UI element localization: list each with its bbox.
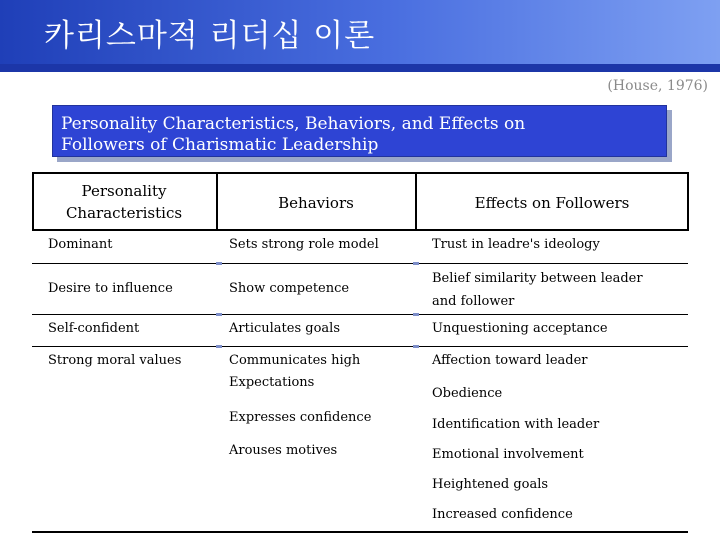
table-row-rule-2 bbox=[32, 314, 688, 315]
grid-marker bbox=[413, 262, 419, 265]
row4-personality: Strong moral values bbox=[48, 353, 182, 368]
row1-personality: Dominant bbox=[48, 237, 113, 252]
row3-effect: Unquestioning acceptance bbox=[432, 321, 608, 336]
row4-effect-3: Identification with leader bbox=[432, 417, 600, 432]
row1-behavior: Sets strong role model bbox=[229, 237, 379, 252]
header-personality-line-1: Personality bbox=[81, 182, 167, 200]
grid-marker bbox=[216, 262, 222, 265]
row4-effect-1: Affection toward leader bbox=[432, 353, 588, 368]
table-bottom-rule bbox=[32, 531, 688, 533]
table-right-edge bbox=[687, 172, 689, 231]
heading-box-line-1: Personality Characteristics, Behaviors, and Effects on bbox=[61, 114, 526, 134]
row4-behavior-2: Expectations bbox=[229, 375, 315, 390]
row1-effect: Trust in leadre's ideology bbox=[432, 237, 600, 252]
header-personality-line-2: Characteristics bbox=[65, 204, 183, 222]
row4-behavior-4: Arouses motives bbox=[229, 443, 338, 458]
table-row-rule-1 bbox=[32, 263, 688, 264]
row4-behavior-1: Communicates high bbox=[229, 353, 361, 368]
header-personality bbox=[34, 180, 214, 224]
row4-effect-5: Heightened goals bbox=[432, 477, 549, 492]
row2-effect-line-2: and follower bbox=[432, 294, 515, 309]
table-row-rule-3 bbox=[32, 346, 688, 347]
heading-box bbox=[52, 105, 667, 157]
row2-behavior: Show competence bbox=[229, 281, 350, 296]
grid-marker bbox=[216, 345, 222, 348]
grid-marker bbox=[413, 313, 419, 316]
header-behaviors: Behaviors bbox=[278, 194, 354, 212]
title-underline-bar bbox=[0, 64, 720, 72]
row4-effect-6: Increased confidence bbox=[432, 507, 573, 522]
heading-box-line-2: Followers of Charismatic Leadership bbox=[61, 135, 379, 155]
header-effects: Effects on Followers bbox=[474, 194, 630, 212]
slide-title: 카리스마적 리더십 이론 bbox=[44, 18, 376, 54]
row4-effect-4: Emotional involvement bbox=[432, 447, 584, 462]
row4-effect-2: Obedience bbox=[432, 386, 503, 401]
row3-behavior: Articulates goals bbox=[229, 321, 340, 336]
grid-marker bbox=[216, 313, 222, 316]
row4-behavior-3: Expresses confidence bbox=[229, 410, 372, 425]
row2-personality: Desire to influence bbox=[48, 281, 173, 296]
table-top-rule bbox=[32, 172, 688, 174]
table-header-rule bbox=[32, 229, 688, 231]
grid-marker bbox=[413, 345, 419, 348]
row2-effect-line-1: Belief similarity between leader bbox=[432, 271, 643, 286]
row3-personality: Self-confident bbox=[48, 321, 140, 336]
citation: (House, 1976) bbox=[607, 78, 708, 94]
